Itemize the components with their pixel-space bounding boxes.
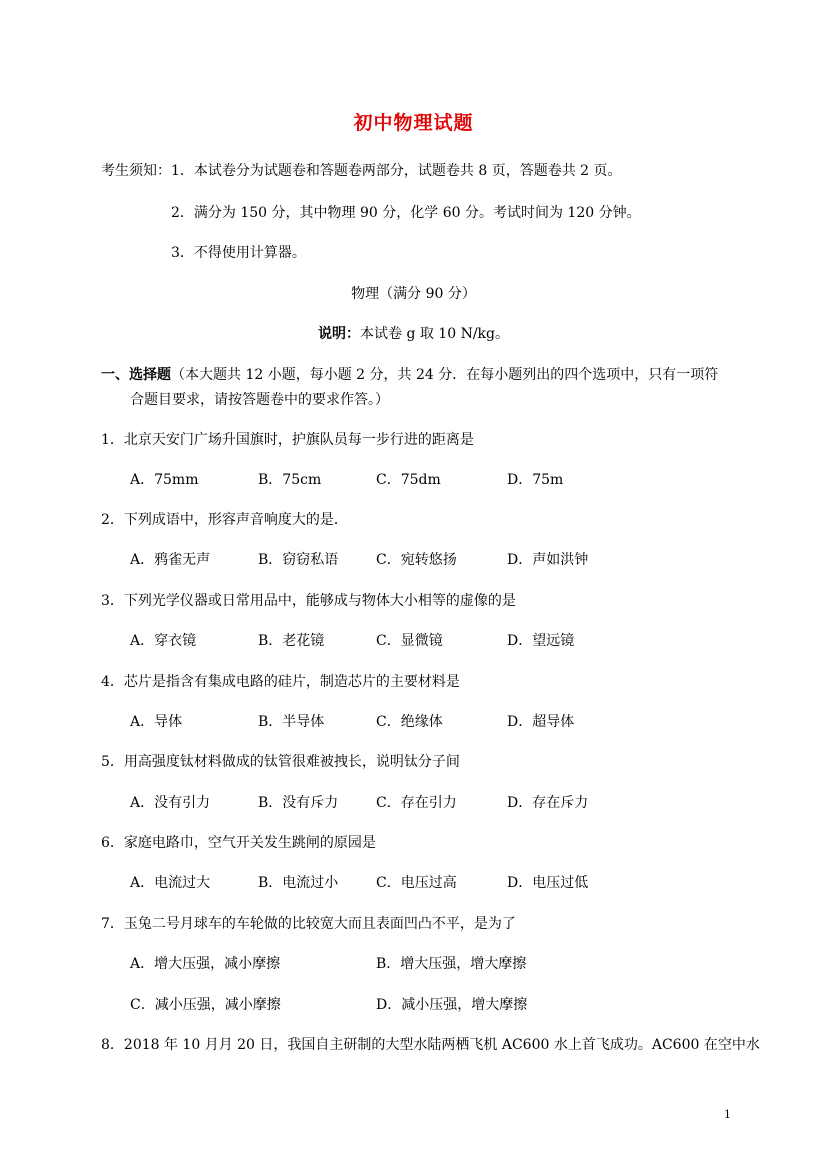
question-stem: 7．玉兔二号月球车的车轮做的比较宽大而且表面凹凸不平，是为了	[101, 916, 516, 932]
option-c: C．75dm	[376, 472, 441, 488]
option-a: A．鸦雀无声	[130, 552, 211, 568]
option-b: B．没有斥力	[258, 795, 339, 811]
option-b: B．增大压强，增大摩擦	[376, 956, 527, 972]
question-stem: 1．北京天安门广场升国旗时，护旗队员每一步行进的距离是	[101, 432, 474, 448]
option-a: A．75mm	[130, 472, 199, 488]
question-stem: 4．芯片是指含有集成电路的硅片，制造芯片的主要材料是	[101, 674, 460, 690]
subject-heading: 物理（满分 90 分）	[351, 286, 476, 302]
option-c: C．宛转悠扬	[376, 552, 457, 568]
question-stem: 5．用高强度钛材料做成的钛管很难被拽长，说明钛分子间	[101, 754, 460, 770]
notice-item-3: 3．不得使用计算器。	[171, 245, 306, 261]
option-c: C．减小压强，减小摩擦	[130, 997, 281, 1013]
option-d: D．减小压强，增大摩擦	[376, 997, 528, 1013]
option-b: B．老花镜	[258, 633, 325, 649]
option-a: A．电流过大	[130, 875, 211, 891]
option-d: D．望远镜	[507, 633, 575, 649]
option-b: B．窃窃私语	[258, 552, 339, 568]
option-d: D．声如洪钟	[507, 552, 589, 568]
question-stem: 2．下列成语中，形容声音响度大的是．	[101, 512, 348, 528]
option-a: A．没有引力	[130, 795, 211, 811]
question-stem: 6．家庭电路巾，空气开关发生跳闸的原园是	[101, 835, 376, 851]
section-label: 一、选择题	[101, 367, 171, 383]
section-heading	[101, 365, 718, 385]
option-d: D．75m	[507, 472, 564, 488]
option-d: D．电压过低	[507, 875, 589, 891]
page-title: 初中物理试题	[353, 112, 474, 134]
note-text: 本试卷 g 取 10 N/kg。	[360, 326, 509, 342]
notice-item-1: 1．本试卷分为试题卷和答题卷两部分，试题卷共 8 页，答题卷共 2 页。	[171, 163, 622, 179]
question-stem: 3．下列光学仪器或日常用品中，能够成与物体大小相等的虚像的是	[101, 593, 516, 609]
option-a: A．增大压强，减小摩擦	[130, 956, 281, 972]
option-b: B．75cm	[258, 472, 322, 488]
option-b: B．电流过小	[258, 875, 339, 891]
note-line	[0, 324, 827, 344]
option-d: D．存在斥力	[507, 795, 589, 811]
notice-label: 考生须知：	[101, 163, 171, 179]
option-a: A．穿衣镜	[130, 633, 197, 649]
page-number: 1	[724, 1108, 731, 1121]
section-desc-line1: （本大题共 12 小题，每小题 2 分，共 24 分．在每小题列出的四个选项中，只有一项符	[171, 367, 719, 383]
notice-item-2: 2．满分为 150 分，其中物理 90 分，化学 60 分。考试时间为 120 分钟。	[171, 205, 641, 221]
option-c: C．存在引力	[376, 795, 457, 811]
option-d: D．超导体	[507, 714, 575, 730]
option-c: C．绝缘体	[376, 714, 443, 730]
option-b: B．半导体	[258, 714, 325, 730]
option-a: A．导体	[130, 714, 183, 730]
note-label: 说明：	[318, 326, 360, 342]
option-c: C．显微镜	[376, 633, 443, 649]
option-c: C．电压过高	[376, 875, 457, 891]
question-stem: 8．2018 年 10 月月 20 日，我国自主研制的大型水陆两栖飞机 AC600 水上首飞成功。AC600 在空中水	[101, 1037, 760, 1053]
section-desc-line2: 合题目要求，请按答题卷中的要求作答。）	[130, 392, 389, 408]
